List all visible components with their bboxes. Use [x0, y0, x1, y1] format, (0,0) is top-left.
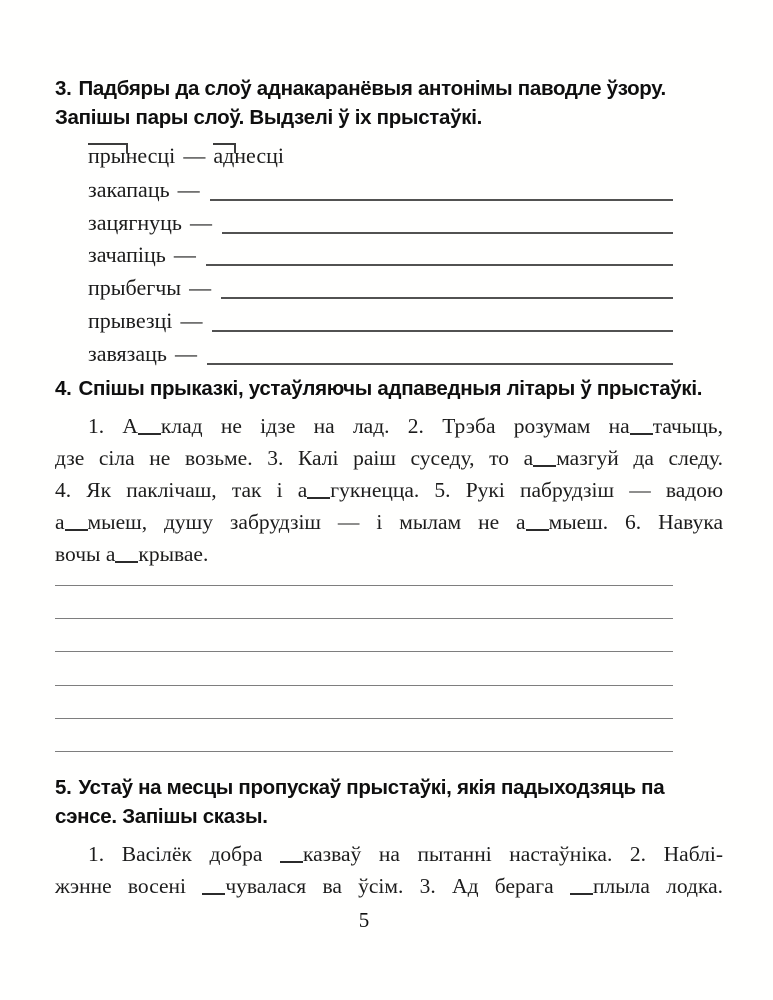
exercise-3-instruction-line1: Падбяры да слоў аднакаранёвыя антонімы паводле ўзору. — [78, 77, 666, 100]
write-on-line — [222, 232, 673, 234]
exercise-5-text — [55, 838, 723, 902]
word-row — [88, 238, 673, 271]
word-row — [88, 270, 673, 303]
exercise-3-heading — [55, 74, 723, 132]
answer-line — [55, 686, 673, 719]
letter-gap — [570, 881, 593, 895]
answer-line — [55, 652, 673, 685]
answer-line — [55, 619, 673, 652]
write-on-line — [212, 330, 673, 332]
word-rest: несці — [234, 143, 285, 168]
letter-gap — [533, 453, 556, 467]
answer-line — [55, 570, 673, 586]
dash: — — [183, 143, 206, 168]
word-row — [88, 336, 673, 369]
exercise-5-heading — [55, 773, 723, 831]
word-row — [88, 172, 673, 205]
exercise-4-instruction: Спішы прыказкі, устаўляючы адпаведныя літары ў прыстаўкі. — [78, 376, 703, 400]
exercise-5-number: 5. — [55, 776, 72, 800]
prefix-marked-word-part: пры — [88, 143, 126, 168]
proverb-line: вочы а крывае. — [55, 541, 209, 566]
dash: — — [177, 176, 200, 202]
dash: — — [174, 340, 197, 366]
letter-gap — [65, 517, 88, 531]
dash: — — [173, 242, 196, 268]
letter-gap — [202, 881, 225, 895]
exercise-3-word-list — [88, 172, 673, 369]
prefix-marked-word-part: ад — [213, 143, 235, 168]
dash: — — [189, 209, 212, 235]
dash: — — [180, 307, 203, 333]
write-on-line — [210, 199, 673, 201]
proverb-line: дзе сіла не возьме. 3. Калі раіш суседу, то а мазгуй да следу. — [55, 445, 723, 470]
exercise-3-instruction-line2: Запішы пары слоў. Выдзелі ў іх прыстаўкі. — [55, 106, 482, 129]
word: прыбегчы — [88, 275, 182, 301]
write-on-line — [221, 297, 673, 299]
exercise-5-instruction-line2: сэнсе. Запішы сказы. — [55, 805, 268, 829]
letter-gap — [115, 549, 138, 563]
sentence-line: жэнне восені чувалася ва ўсім. 3. Ад берага плыла лодка. — [55, 874, 724, 899]
word: завязаць — [88, 340, 167, 366]
dash: — — [189, 275, 212, 301]
letter-gap — [280, 849, 303, 863]
page-number: 5 — [358, 908, 370, 933]
exercise-3-example — [88, 139, 723, 172]
exercise-3-heading-line1 — [55, 74, 723, 103]
exercise-4-text — [55, 410, 723, 570]
word-rest: несці — [125, 143, 176, 168]
word: прывезці — [88, 307, 173, 333]
exercise-3 — [55, 74, 723, 369]
word: зацягнуць — [88, 209, 182, 235]
exercise-5 — [55, 773, 723, 902]
proverb-line: а мыеш, душу забрудзіш — і мылам не а мыеш. 6. Навука — [55, 509, 723, 534]
page-content — [55, 0, 723, 931]
exercise-3-number: 3. — [55, 77, 72, 100]
write-on-line — [206, 264, 673, 266]
proverb-line: 4. Як паклічаш, так і а гукнецца. 5. Рукі пабрудзіш — вадою — [55, 477, 724, 502]
letter-gap — [630, 421, 653, 435]
exercise-4 — [55, 374, 723, 752]
word: зачапіць — [88, 242, 166, 268]
exercise-4-number: 4. — [55, 376, 72, 400]
letter-gap — [526, 517, 549, 531]
answer-line — [55, 586, 673, 619]
answer-lines — [55, 570, 673, 752]
sentence-line: 1. Васілёк добра казваў на пытанні настаўніка. 2. Наблі- — [88, 842, 723, 867]
exercise-5-heading-line1 — [55, 773, 723, 802]
word: закапаць — [88, 176, 170, 202]
write-on-line — [207, 363, 673, 365]
word-row — [88, 205, 673, 238]
letter-gap — [138, 421, 161, 435]
proverb-line: 1. А клад не ідзе на лад. 2. Трэба розумам на тачыць, — [88, 413, 723, 438]
answer-line — [55, 719, 673, 752]
exercise-5-instruction-line1: Устаў на месцы пропускаў прыстаўкі, якія падыходзяць па — [78, 776, 665, 800]
letter-gap — [307, 485, 330, 499]
word-row — [88, 303, 673, 336]
exercise-4-heading — [55, 374, 723, 403]
